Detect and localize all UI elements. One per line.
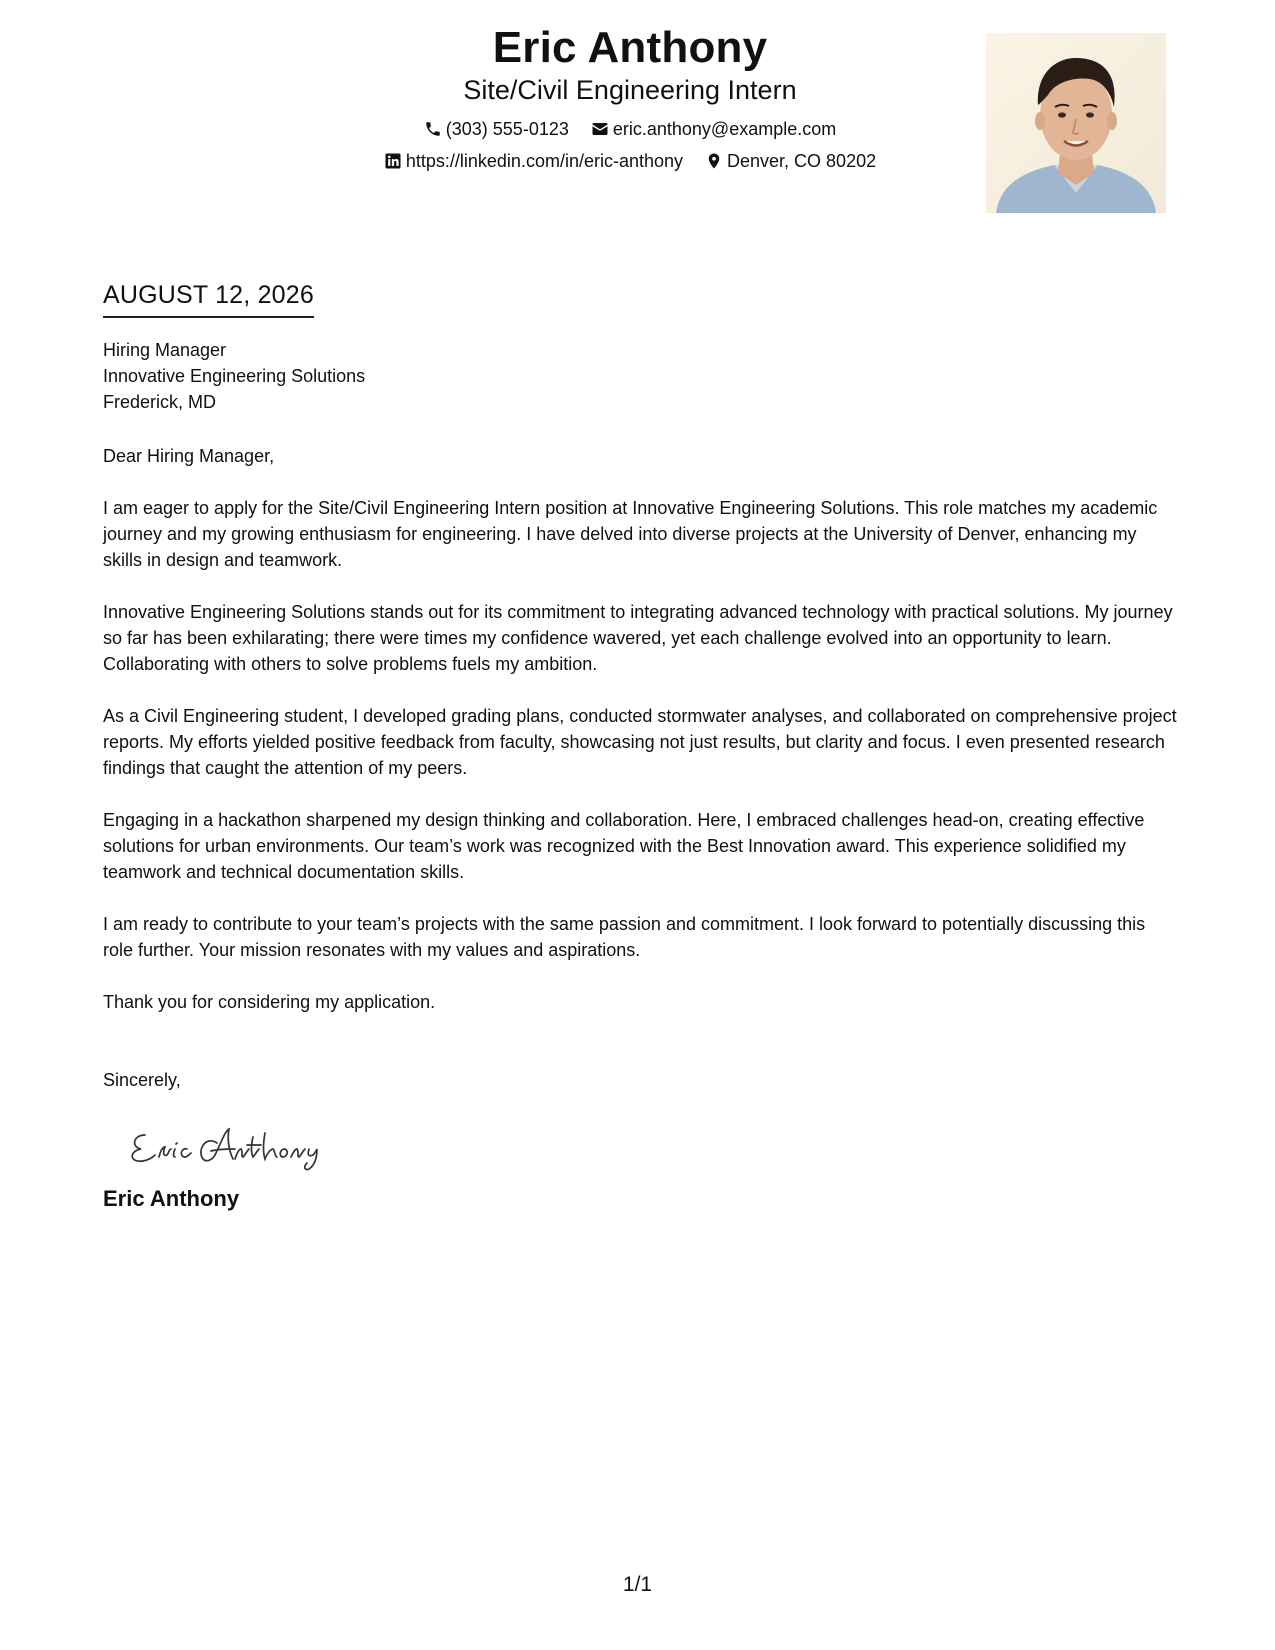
job-title: Site/Civil Engineering Intern	[463, 75, 797, 105]
contact-row-secondary	[300, 150, 960, 172]
body-paragraph: I am ready to contribute to your team’s projects with the same passion and commitment. I look forward to potentially discussing this role further. Your mission resonates with my values and aspirations.	[103, 914, 1146, 960]
closing: Sincerely,	[103, 1070, 181, 1090]
recipient-line: Innovative Engineering Solutions	[103, 366, 366, 386]
body-paragraph: I am eager to apply for the Site/Civil Engineering Intern position at Innovative Engineering Solutions. This role matches my academic journey and my growing enthusiasm for engineering. I have delved into diverse projects at the University of Denver, enhancing my skills in design and teamwork.	[103, 498, 1158, 570]
linkedin-icon	[384, 152, 402, 170]
recipient-block	[103, 337, 1178, 415]
applicant-name: Eric Anthony	[492, 23, 768, 72]
phone-text: (303) 555-0123	[445, 119, 569, 139]
contact-row-primary	[300, 118, 960, 140]
recipient-line: Hiring Manager	[103, 340, 227, 360]
phone-contact[interactable]	[424, 118, 569, 140]
recipient-line: Frederick, MD	[103, 392, 217, 412]
email-text: eric.anthony@example.com	[612, 119, 837, 139]
body-paragraph: Thank you for considering my application.	[103, 992, 436, 1012]
salutation: Dear Hiring Manager,	[103, 446, 275, 466]
profile-photo	[986, 33, 1166, 213]
letter-body	[103, 280, 1178, 1213]
location-text: Denver, CO 80202	[727, 151, 877, 171]
phone-icon	[424, 120, 442, 138]
body-paragraph: As a Civil Engineering student, I developed grading plans, conducted stormwater analyses, and collaborated on comprehensive project reports. My efforts yielded positive feedback from faculty, showcasing not just results, but clarity and focus. I even presented research findings that caught the attention of my peers.	[103, 706, 1177, 778]
map-marker-icon	[705, 152, 723, 170]
linkedin-contact[interactable]	[384, 150, 683, 172]
sender-name: Eric Anthony	[103, 1186, 240, 1211]
body-paragraph: Innovative Engineering Solutions stands out for its commitment to integrating advanced technology with practical solutions. My journey so far has been exhilarating; there were times my confidence wavered, yet each challenge evolved into an opportunity to learn. Collaborating with others to solve problems fuels my ambition.	[103, 602, 1173, 674]
resume-header	[300, 22, 960, 172]
email-contact[interactable]	[591, 118, 836, 140]
page-number: 1/1	[622, 1573, 653, 1596]
location-contact	[705, 150, 876, 172]
body-paragraph: Engaging in a hackathon sharpened my design thinking and collaboration. Here, I embraced challenges head-on, creating effective solutions for urban environments. Our team’s work was recognized with the Best Innovation award. This experience solidified my teamwork and technical documentation skills.	[103, 810, 1145, 882]
envelope-icon	[591, 120, 609, 138]
letter-date: AUGUST 12, 2026	[103, 280, 314, 318]
linkedin-text: https://linkedin.com/in/eric-anthony	[405, 151, 684, 171]
handwritten-signature	[125, 1113, 355, 1173]
